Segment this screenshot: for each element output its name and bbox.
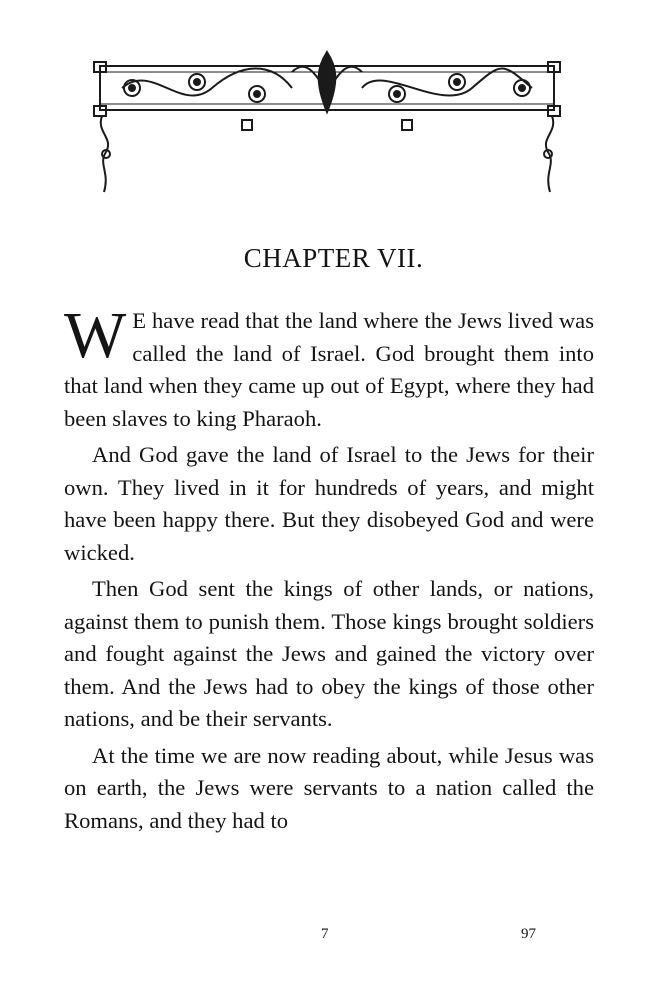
paragraph <box>64 740 594 838</box>
paragraph <box>64 439 594 569</box>
page-number: 97 <box>521 926 536 942</box>
paragraph <box>64 299 594 435</box>
chapter-title: CHAPTER VII. <box>243 243 424 273</box>
paragraph <box>64 573 594 736</box>
drop-cap: W <box>64 299 127 372</box>
paragraph-text: At the time we are now reading about, while Jesus was on earth, the Jews were servants to a nation called the Romans, and they had to <box>64 742 594 833</box>
paragraph-text: Then God sent the kings of other lands, or nations, against them to punish them. Those kings brought soldiers and fought against the Jews and gained the victory over them. And the Jews had to obey the kings of those other nations, and be their servants. <box>64 576 594 731</box>
signature-mark: 7 <box>321 926 329 942</box>
floral-headpiece-icon <box>92 42 562 202</box>
paragraph-text: And God gave the land of Israel to the Jews for their own. They lived in it for hundreds of years, and might have been happy there. But they disobeyed God and were wicked. <box>64 442 594 565</box>
paragraph-text: E have read that the land where the Jews lived was called the land of Israel. God brought them into that land when they came up out of Egypt, where they had been slaves to king Pharaoh. <box>64 308 594 431</box>
body-text <box>64 299 594 841</box>
